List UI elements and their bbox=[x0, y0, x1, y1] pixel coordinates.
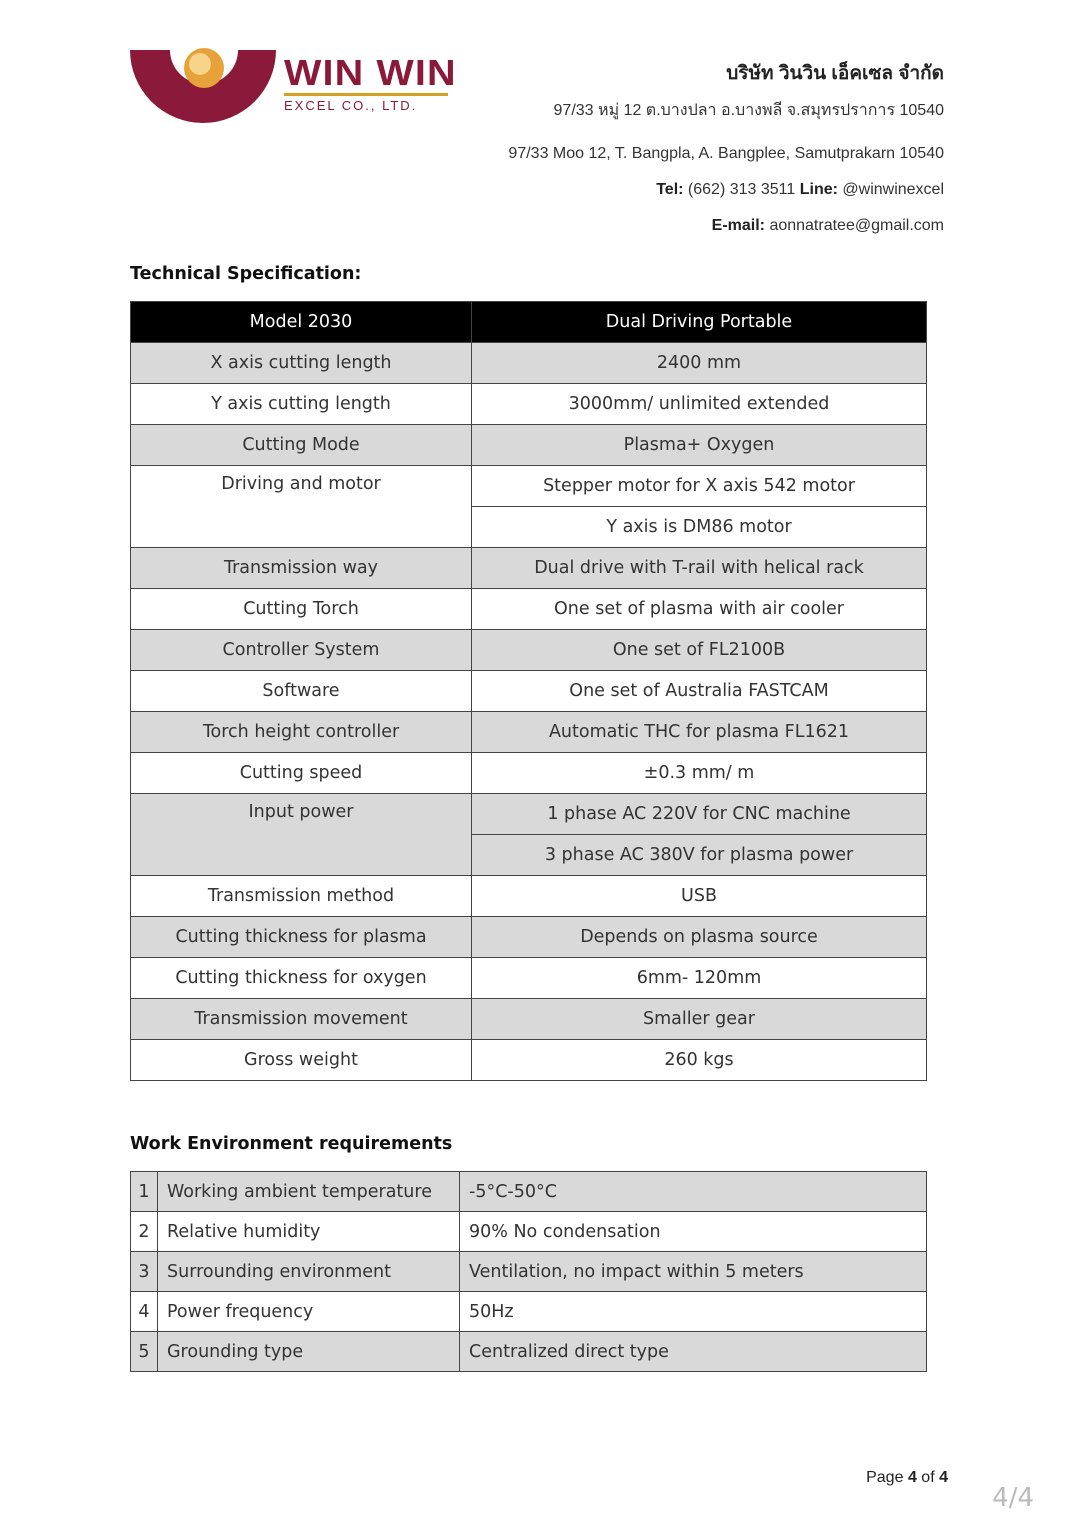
spec-value: One set of Australia FASTCAM bbox=[472, 671, 927, 712]
tel-label: Tel: bbox=[656, 181, 684, 198]
table-row bbox=[131, 1292, 927, 1332]
spec-value: Y axis is DM86 motor bbox=[472, 507, 927, 548]
spec-value: USB bbox=[472, 876, 927, 917]
logo-underline bbox=[284, 93, 448, 96]
table-row bbox=[131, 589, 927, 630]
table-row bbox=[131, 876, 927, 917]
spec-label: Transmission way bbox=[131, 548, 472, 589]
company-logo bbox=[128, 46, 458, 126]
email-line bbox=[508, 208, 944, 244]
spec-value: One set of plasma with air cooler bbox=[472, 589, 927, 630]
spec-table bbox=[130, 301, 927, 1081]
table-row bbox=[131, 1332, 927, 1372]
spec-value: 3000mm/ unlimited extended bbox=[472, 384, 927, 425]
env-label: Power frequency bbox=[158, 1292, 460, 1332]
spec-label: Cutting thickness for plasma bbox=[131, 917, 472, 958]
spec-label: Input power bbox=[131, 794, 472, 876]
env-label: Grounding type bbox=[158, 1332, 460, 1372]
table-row bbox=[131, 343, 927, 384]
spec-label: Controller System bbox=[131, 630, 472, 671]
spec-header-type: Dual Driving Portable bbox=[472, 302, 927, 343]
table-row bbox=[131, 1212, 927, 1252]
spec-header-model: Model 2030 bbox=[131, 302, 472, 343]
company-name-thai: บริษัท วินวิน เอ็คเซล จำกัด bbox=[726, 63, 944, 84]
env-number: 2 bbox=[131, 1212, 158, 1252]
page-of: of bbox=[921, 1469, 935, 1486]
env-number: 3 bbox=[131, 1252, 158, 1292]
company-address-block bbox=[508, 58, 944, 244]
spec-label: Transmission method bbox=[131, 876, 472, 917]
table-row bbox=[131, 384, 927, 425]
spec-label: Gross weight bbox=[131, 1040, 472, 1081]
env-value: Ventilation, no impact within 5 meters bbox=[460, 1252, 927, 1292]
env-number: 1 bbox=[131, 1172, 158, 1212]
logo-arc-icon bbox=[128, 46, 278, 126]
spec-label: X axis cutting length bbox=[131, 343, 472, 384]
spec-label: Transmission movement bbox=[131, 999, 472, 1040]
spec-label: Cutting Mode bbox=[131, 425, 472, 466]
spec-value: One set of FL2100B bbox=[472, 630, 927, 671]
env-number: 5 bbox=[131, 1332, 158, 1372]
spec-value: 2400 mm bbox=[472, 343, 927, 384]
spec-label: Torch height controller bbox=[131, 712, 472, 753]
env-value: 90% No condensation bbox=[460, 1212, 927, 1252]
table-row bbox=[131, 917, 927, 958]
spec-label: Cutting Torch bbox=[131, 589, 472, 630]
address-english: 97/33 Moo 12, T. Bangpla, A. Bangplee, Samutprakarn 10540 bbox=[508, 145, 944, 162]
spec-label: Cutting speed bbox=[131, 753, 472, 794]
spec-value: ±0.3 mm/ m bbox=[472, 753, 927, 794]
table-row bbox=[131, 425, 927, 466]
email-label: E-mail: bbox=[711, 217, 765, 234]
page-word: Page bbox=[866, 1469, 904, 1486]
spec-value: 1 phase AC 220V for CNC machine bbox=[472, 794, 927, 835]
spec-label: Software bbox=[131, 671, 472, 712]
page-current: 4 bbox=[907, 1469, 917, 1486]
env-value: Centralized direct type bbox=[460, 1332, 927, 1372]
table-row bbox=[131, 999, 927, 1040]
table-row bbox=[131, 1252, 927, 1292]
email-value: aonnatratee@gmail.com bbox=[769, 217, 944, 234]
env-value: 50Hz bbox=[460, 1292, 927, 1332]
table-row bbox=[131, 712, 927, 753]
table-row bbox=[131, 1172, 927, 1212]
logo-subtitle: EXCEL CO., LTD. bbox=[284, 98, 418, 113]
logo-name: WIN WIN bbox=[284, 52, 457, 93]
spec-value: Depends on plasma source bbox=[472, 917, 927, 958]
table-row bbox=[131, 958, 927, 999]
spec-value: Smaller gear bbox=[472, 999, 927, 1040]
spec-header-row bbox=[131, 302, 927, 343]
spec-label: Cutting thickness for oxygen bbox=[131, 958, 472, 999]
env-table bbox=[130, 1171, 927, 1372]
table-row bbox=[131, 671, 927, 712]
env-value: -5°C-50°C bbox=[460, 1172, 927, 1212]
env-number: 4 bbox=[131, 1292, 158, 1332]
line-label: Line: bbox=[799, 181, 838, 198]
env-title: Work Environment requirements bbox=[130, 1134, 453, 1154]
table-row bbox=[131, 548, 927, 589]
spec-value: 260 kgs bbox=[472, 1040, 927, 1081]
spec-label: Y axis cutting length bbox=[131, 384, 472, 425]
spec-value: Plasma+ Oxygen bbox=[472, 425, 927, 466]
table-row bbox=[131, 753, 927, 794]
spec-value: 6mm- 120mm bbox=[472, 958, 927, 999]
page-number bbox=[866, 1469, 948, 1487]
spec-value: Automatic THC for plasma FL1621 bbox=[472, 712, 927, 753]
spec-value: 3 phase AC 380V for plasma power bbox=[472, 835, 927, 876]
address-thai: 97/33 หมู่ 12 ต.บางปลา อ.บางพลี จ.สมุทรปราการ 10540 bbox=[553, 102, 944, 119]
page-total: 4 bbox=[939, 1469, 948, 1486]
table-row bbox=[131, 466, 927, 507]
spec-value: Dual drive with T-rail with helical rack bbox=[472, 548, 927, 589]
env-label: Surrounding environment bbox=[158, 1252, 460, 1292]
table-row bbox=[131, 1040, 927, 1081]
spec-label: Driving and motor bbox=[131, 466, 472, 548]
spec-title: Technical Specification: bbox=[130, 264, 362, 284]
spec-value: Stepper motor for X axis 542 motor bbox=[472, 466, 927, 507]
line-value: @winwinexcel bbox=[842, 181, 944, 198]
page-indicator: 4/4 bbox=[992, 1483, 1034, 1513]
env-label: Relative humidity bbox=[158, 1212, 460, 1252]
env-label: Working ambient temperature bbox=[158, 1172, 460, 1212]
table-row bbox=[131, 630, 927, 671]
contact-line bbox=[508, 172, 944, 208]
tel-value: (662) 313 3511 bbox=[687, 181, 796, 198]
table-row bbox=[131, 794, 927, 835]
